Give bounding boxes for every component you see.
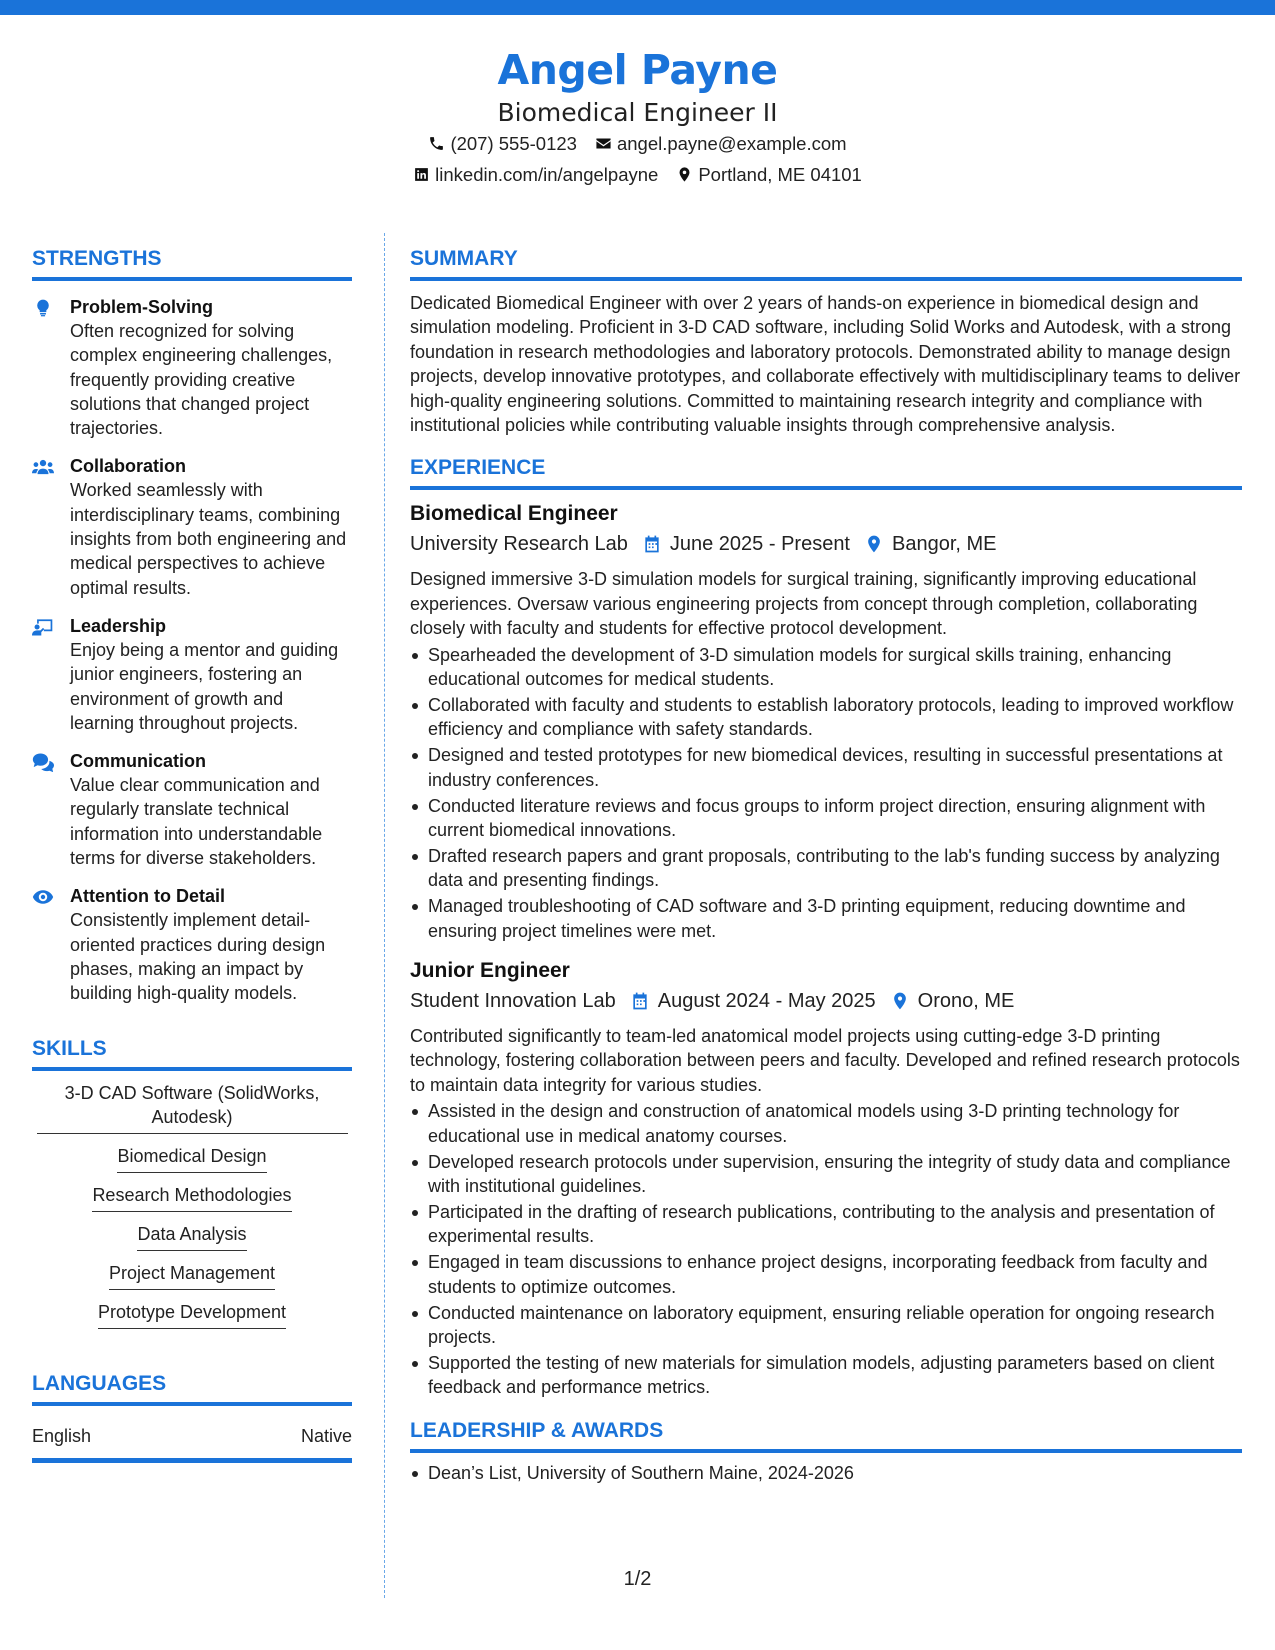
strength-title: Attention to Detail: [70, 886, 225, 907]
skill-label: Prototype Development: [98, 1300, 286, 1329]
candidate-name: Angel Payne: [497, 46, 778, 94]
bullet-item: Spearheaded the development of 3-D simulation models for surgical skills training, enhancing educational outcomes for medical students.: [410, 643, 1242, 692]
job-dates: June 2025 - Present: [669, 533, 850, 556]
skills-section: [32, 1036, 352, 1329]
skill-label: 3-D CAD Software (SolidWorks, Autodesk): [37, 1081, 348, 1134]
job-dates: August 2024 - May 2025: [657, 990, 876, 1013]
strength-item: [32, 884, 352, 1005]
job-meta: [410, 529, 1242, 559]
bullet-item: Assisted in the design and construction of anatomical models using 3-D printing technology for educational use in medical anatomy courses.: [410, 1099, 1242, 1148]
summary-heading: SUMMARY: [410, 246, 1242, 281]
column-divider: [384, 233, 385, 1598]
comments-icon: [32, 752, 54, 772]
email-contact[interactable]: [595, 128, 847, 159]
candidate-title: Biomedical Engineer II: [497, 98, 778, 127]
languages-section: [32, 1371, 352, 1463]
strength-desc: Value clear communication and regularly translate technical information into understandable terms for diverse stakeholders.: [70, 775, 323, 869]
award-item: Dean’s List, University of Southern Maine, 2024-2026: [410, 1461, 1242, 1485]
bullet-item: Developed research protocols under supervision, ensuring the integrity of study data and compliance with institutional guidelines.: [410, 1150, 1242, 1199]
job-bullets: [410, 643, 1242, 943]
skill-item: [32, 1261, 352, 1290]
linkedin-text: linkedin.com/in/angelpayne: [435, 164, 659, 185]
location-contact: [676, 159, 862, 190]
lightbulb-icon: [32, 298, 54, 318]
job-entry: [410, 500, 1242, 943]
experience-section: [410, 455, 1242, 1399]
job-company: University Research Lab: [410, 533, 628, 556]
job-company: Student Innovation Lab: [410, 990, 616, 1013]
calendar-icon: [642, 534, 662, 554]
phone-text: (207) 555-0123: [450, 133, 577, 154]
right-column: [410, 246, 1242, 1485]
awards-heading: LEADERSHIP & AWARDS: [410, 1418, 1242, 1453]
skill-label: Research Methodologies: [92, 1183, 291, 1212]
left-column: [32, 246, 352, 1463]
job-description: Designed immersive 3-D simulation models for surgical training, significantly improving educational experiences. Oversaw various engineering projects from concept through completion, collaborating closely with faculty and students for effective protocol development.: [410, 569, 1198, 639]
email-text: angel.payne@example.com: [616, 133, 847, 154]
bullet-item: Supported the testing of new materials for simulation models, adjusting parameters based on client feedback and performance metrics.: [410, 1351, 1242, 1400]
map-pin-icon: [676, 166, 693, 183]
skill-item: [32, 1222, 352, 1251]
calendar-icon: [630, 991, 650, 1011]
language-level: Native: [300, 1425, 352, 1446]
experience-heading: EXPERIENCE: [410, 455, 1242, 490]
languages-heading: LANGUAGES: [32, 1371, 352, 1406]
job-role: Biomedical Engineer: [410, 502, 618, 526]
phone-contact[interactable]: [428, 128, 577, 159]
job-location: Orono, ME: [917, 990, 1015, 1013]
language-row: [32, 1424, 352, 1463]
bullet-item: Managed troubleshooting of CAD software and 3-D printing equipment, reducing downtime and ensuring project timelines were met.: [410, 894, 1242, 943]
strength-title: Problem-Solving: [70, 297, 214, 317]
language-name: English: [32, 1425, 92, 1446]
bullet-item: Conducted literature reviews and focus groups to inform project direction, ensuring alignment with current biomedical innovations.: [410, 794, 1242, 843]
skill-item: [32, 1183, 352, 1212]
location-text: Portland, ME 04101: [698, 164, 862, 185]
job-location: Bangor, ME: [892, 533, 997, 556]
job-bullets: [410, 1099, 1242, 1399]
strength-title: Leadership: [70, 615, 167, 636]
job-role: Junior Engineer: [410, 959, 570, 983]
strength-desc: Enjoy being a mentor and guiding junior engineers, fostering an environment of growth and learning throughout projects.: [70, 639, 339, 733]
skill-label: Project Management: [109, 1261, 275, 1290]
bullet-item: Conducted maintenance on laboratory equipment, ensuring reliable operation for ongoing research projects.: [410, 1301, 1242, 1350]
strength-item: [32, 454, 352, 599]
strength-title: Communication: [70, 751, 207, 772]
bullet-item: Participated in the drafting of research publications, contributing to the analysis and presentation of experimental results.: [410, 1200, 1242, 1249]
top-accent-bar: [0, 0, 1275, 15]
linkedin-contact[interactable]: [413, 159, 658, 190]
strength-item: [32, 614, 352, 735]
bullet-item: Engaged in team discussions to enhance project designs, incorporating feedback from faculty and students to optimize outcomes.: [410, 1250, 1242, 1299]
skill-item: [32, 1300, 352, 1329]
linkedin-icon: [413, 166, 430, 183]
contact-line-2: [0, 159, 1275, 190]
strength-desc: Often recognized for solving complex engineering challenges, frequently providing creative solutions that changed project trajectories.: [70, 321, 333, 439]
contact-line-1: [0, 128, 1275, 159]
strength-item: [32, 295, 352, 440]
envelope-icon: [595, 135, 612, 152]
teacher-icon: [32, 617, 54, 637]
skill-label: Data Analysis: [137, 1222, 246, 1251]
strengths-heading: STRENGTHS: [32, 246, 352, 281]
awards-list: [410, 1461, 1242, 1485]
bullet-item: Designed and tested prototypes for new biomedical devices, resulting in successful presentations at industry conferences.: [410, 743, 1242, 792]
job-description: Contributed significantly to team-led anatomical model projects using cutting-edge 3-D printing technology, fostering collaboration between peers and faculty. Developed and refined research protocols to maintain data integrity for various studies.: [410, 1026, 1240, 1095]
resume-header: [0, 42, 1275, 190]
phone-icon: [428, 135, 445, 152]
job-entry: [410, 957, 1242, 1400]
skill-item: [32, 1081, 352, 1134]
strength-desc: Worked seamlessly with interdisciplinary teams, combining insights from both engineering and medical perspectives to achieve optimal results.: [70, 480, 347, 598]
awards-section: [410, 1418, 1242, 1485]
map-pin-icon: [890, 991, 910, 1011]
strength-desc: Consistently implement detail-oriented practices during design phases, making an impact by building high-quality models.: [70, 910, 326, 1004]
skill-label: Biomedical Design: [117, 1144, 266, 1173]
users-icon: [32, 457, 54, 477]
page-number: 1/2: [623, 1568, 652, 1590]
skill-item: [32, 1144, 352, 1173]
map-pin-icon: [864, 534, 884, 554]
bullet-item: Collaborated with faculty and students to establish laboratory protocols, leading to improved workflow efficiency and compliance with safety standards.: [410, 693, 1242, 742]
eye-icon: [32, 887, 54, 907]
strength-item: [32, 749, 352, 870]
strength-title: Collaboration: [70, 456, 186, 477]
bullet-item: Drafted research papers and grant proposals, contributing to the lab's funding success by analyzing data and presenting findings.: [410, 844, 1242, 893]
skills-heading: SKILLS: [32, 1036, 352, 1071]
job-meta: [410, 986, 1242, 1016]
summary-text: Dedicated Biomedical Engineer with over 2 years of hands-on experience in biomedical design and simulation modeling. Proficient in 3-D CAD software, including Solid Works and Autodesk, with a strong foundation in research methodologies and laboratory protocols. Demonstrated ability to manage design projects, develop innovative prototypes, and collaborate effectively with multidisciplinary teams to deliver high-quality engineering solutions. Committed to maintaining research integrity and compliance with institutional policies while contributing valuable insights through comprehensive analysis.: [410, 293, 1241, 436]
